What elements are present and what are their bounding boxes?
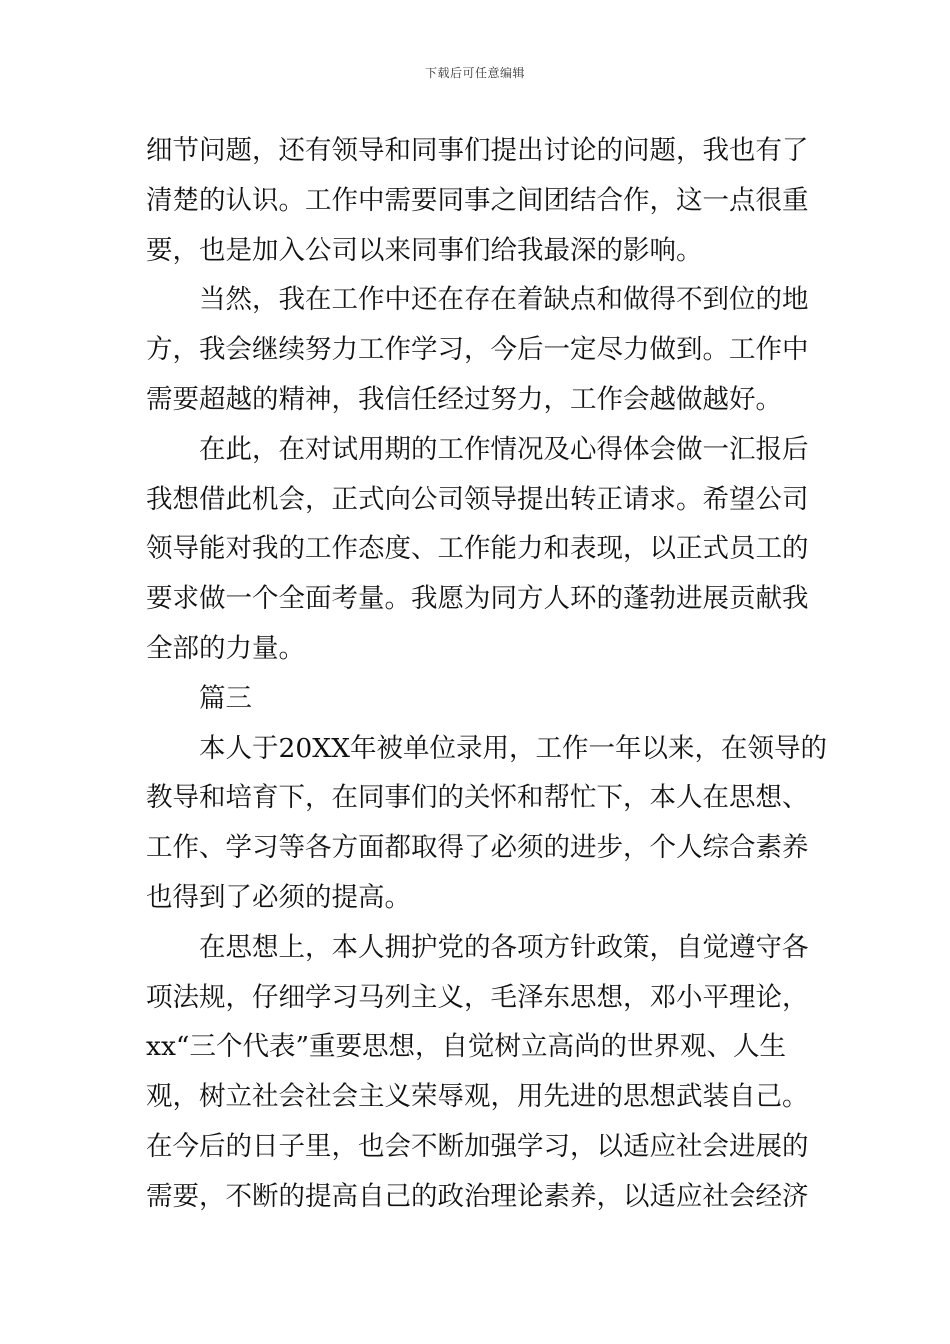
text-line: 我想借此机会，正式向公司领导提出转正请求。希望公司 bbox=[146, 483, 809, 515]
text-line: 需要，不断的提高自己的政治理论素养，以适应社会经济 bbox=[146, 1180, 809, 1212]
text-line: 清楚的认识。工作中需要同事之间团结合作，这一点很重 bbox=[146, 184, 809, 216]
text-line: 全部的力量。 bbox=[146, 632, 305, 664]
document-body bbox=[146, 126, 827, 1222]
text-line: 当然，我在工作中还在存在着缺点和做得不到位的地 bbox=[199, 284, 809, 316]
text-line: 项法规，仔细学习马列主义，毛泽东思想，邓小平理论， bbox=[146, 981, 809, 1013]
text-line: 需要超越的精神，我信任经过努力，工作会越做越好。 bbox=[146, 383, 782, 415]
text-line: 教导和培育下，在同事们的关怀和帮忙下，本人在思想、 bbox=[146, 782, 809, 814]
text-line: 方，我会继续努力工作学习，今后一定尽力做到。工作中 bbox=[146, 334, 809, 366]
section-heading: 篇三 bbox=[199, 682, 252, 714]
text-line: 观，树立社会社会主义荣辱观，用先进的思想武装自己。 bbox=[146, 1081, 809, 1113]
text-line: xx“三个代表”重要思想，自觉树立高尚的世界观、人生 bbox=[146, 1031, 786, 1063]
page-header: 下载后可任意编辑 bbox=[424, 66, 525, 80]
text-line: 本人于20XX年被单位录用，工作一年以来，在领导的 bbox=[199, 732, 827, 764]
text-line: 也得到了必须的提高。 bbox=[146, 881, 411, 913]
text-line: 领导能对我的工作态度、工作能力和表现，以正式员工的 bbox=[146, 533, 809, 565]
text-line: 在思想上，本人拥护党的各项方针政策，自觉遵守各 bbox=[199, 931, 809, 963]
text-line: 要求做一个全面考量。我愿为同方人环的蓬勃进展贡献我 bbox=[146, 583, 809, 615]
text-line: 细节问题，还有领导和同事们提出讨论的问题，我也有了 bbox=[146, 135, 809, 166]
text-line: 在今后的日子里，也会不断加强学习，以适应社会进展的 bbox=[146, 1130, 809, 1162]
text-line: 工作、学习等各方面都取得了必须的进步，个人综合素养 bbox=[146, 832, 809, 864]
text-line: 在此，在对试用期的工作情况及心得体会做一汇报后 bbox=[199, 433, 809, 465]
text-line: 要，也是加入公司以来同事们给我最深的影响。 bbox=[146, 234, 703, 266]
